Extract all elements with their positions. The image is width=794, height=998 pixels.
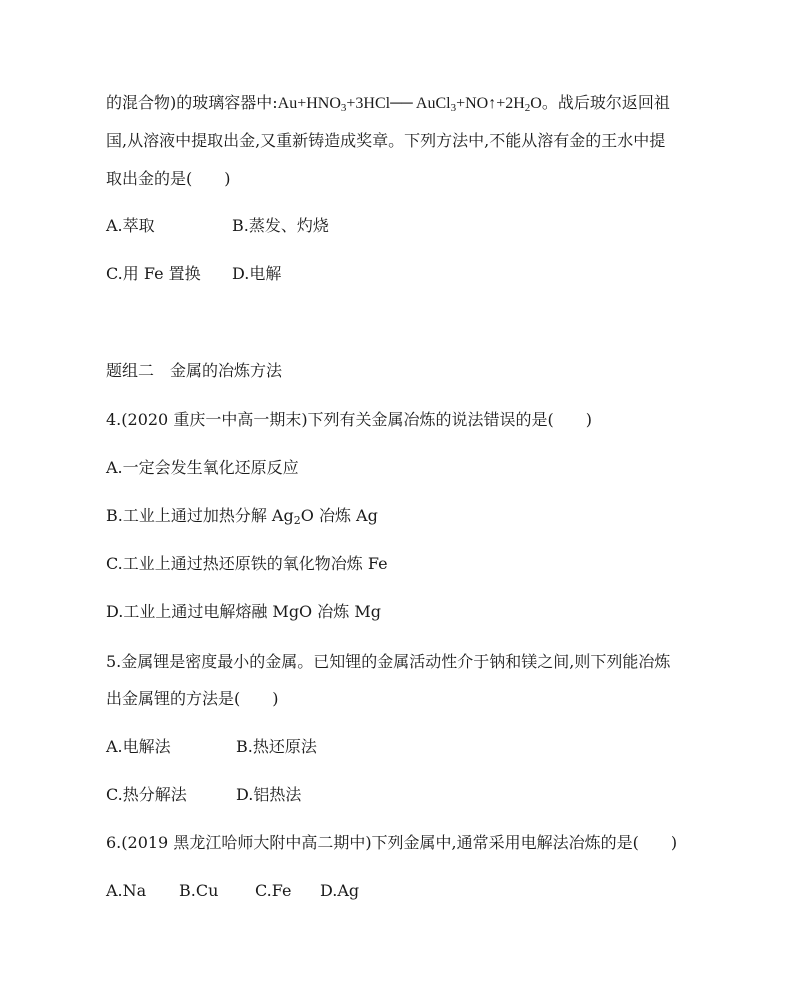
q3-option-d: D.电解	[232, 264, 282, 283]
q5-stem-line-2: 出金属锂的方法是( )	[106, 689, 279, 708]
q6-option-a: A.Na	[106, 881, 147, 900]
q6-options-row	[106, 880, 359, 902]
section-title: 题组二 金属的冶炼方法	[106, 361, 283, 380]
q5-options-row-2	[106, 784, 301, 806]
q3-options-row-2	[106, 263, 281, 285]
q3-text-tail: 战后玻尔返回祖	[557, 93, 670, 112]
q3-option-b: B.蒸发、灼烧	[232, 216, 329, 235]
q3-text: 的混合物)的玻璃容器中:	[106, 93, 278, 112]
q4-option-a: A.一定会发生氧化还原反应	[106, 458, 299, 477]
q3-stem-line-2: 国,从溶液中提取出金,又重新铸造成奖章。下列方法中,不能从溶有金的王水中提	[106, 131, 666, 150]
q5-stem-line-1: 5.金属锂是密度最小的金属。已知锂的金属活动性介于钠和镁之间,则下列能冶炼	[106, 652, 671, 671]
q4-option-c: C.工业上通过热还原铁的氧化物冶炼 Fe	[106, 554, 388, 573]
q6-option-b: B.Cu	[179, 881, 219, 900]
q3-option-c: C.用 Fe 置换	[106, 264, 201, 283]
q5-options-row-1	[106, 736, 317, 758]
q3-option-a: A.萃取	[106, 216, 155, 235]
q5-option-a: A.电解法	[106, 737, 171, 756]
q6-option-c: C.Fe	[255, 881, 292, 900]
q5-option-d: D.铝热法	[236, 785, 302, 804]
q4-option-d: D.工业上通过电解熔融 MgO 冶炼 Mg	[106, 602, 381, 621]
q4-option-b: B.工业上通过加热分解 $Ag_2O$ 冶炼 Ag	[106, 506, 378, 527]
q5-option-c: C.热分解法	[106, 785, 187, 804]
q3-stem-line-1	[106, 92, 670, 115]
q4-stem: 4.(2020 重庆一中高一期末)下列有关金属冶炼的说法错误的是( )	[106, 410, 593, 429]
q5-option-b: B.热还原法	[236, 737, 317, 756]
q6-option-d: D.Ag	[320, 881, 360, 900]
q3-options-row-1	[106, 215, 329, 237]
q6-stem: 6.(2019 黑龙江哈师大附中高二期中)下列金属中,通常采用电解法冶炼的是( )	[106, 833, 678, 852]
q3-equation: $Au+HNO_3+3HCl──$ $AuCl_3+NO↑+2H_2O$。	[277, 95, 558, 114]
q3-stem-line-3: 取出金的是( )	[106, 169, 231, 188]
